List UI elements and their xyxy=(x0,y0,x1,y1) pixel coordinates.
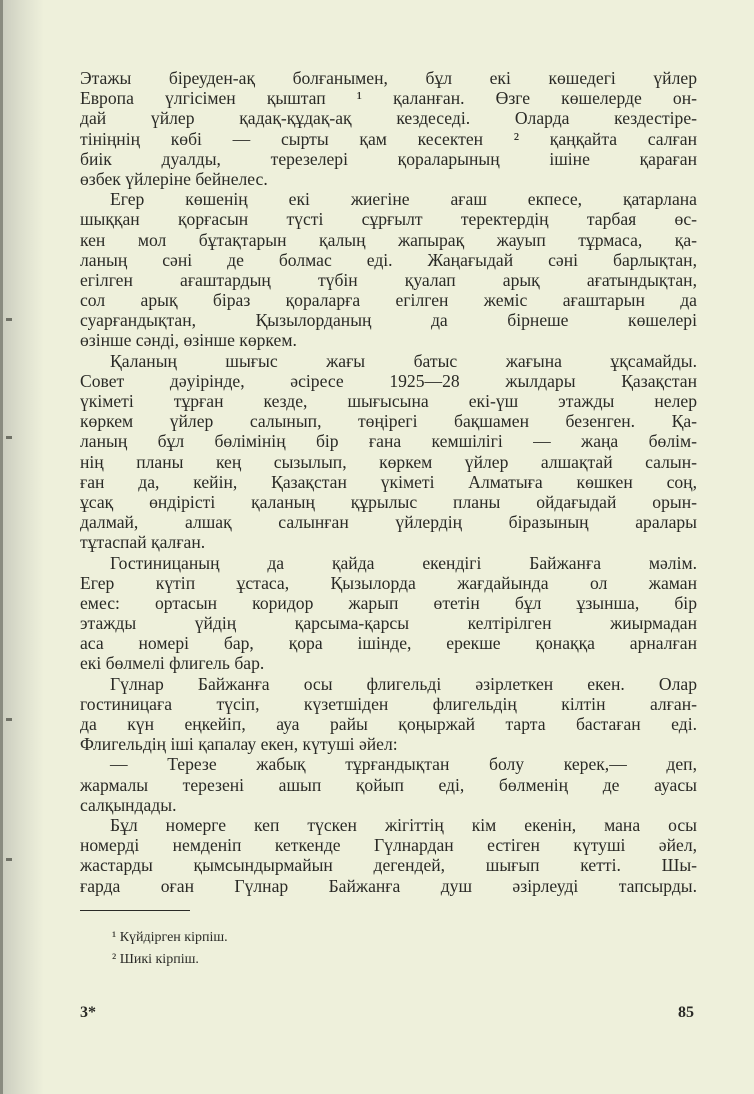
text-line: Европа үлгісімен қыштап ¹ қаланған. Өзге көшелерде он- xyxy=(80,88,697,109)
page-edge xyxy=(0,0,3,1094)
text-line: жастарды қымсындырмайын дегендей, шығып кетті. Шы- xyxy=(80,855,697,876)
text-line: үкіметі тұрған кезде, шығысына екі-үш этажды нелер xyxy=(80,391,697,411)
text-line: Этажы біреуден-ақ болғанымен, бұл екі көшедегі үйлер xyxy=(80,68,697,88)
text-line: Бұл номерге кеп түскен жігіттің кім екенін, мана осы xyxy=(110,814,697,835)
footnote-separator xyxy=(80,910,190,911)
text-line: Қаланың шығыс жағы батыс жағына ұқсамайды. xyxy=(110,350,697,371)
text-line: шыққан қорғасын түсті сұрғылт теректердің тарбая өс- xyxy=(80,209,697,230)
text-line: Флигельдің іші қапалау екен, күтуші әйел: xyxy=(80,734,398,755)
text-line: ланың бұл бөлімінің бір ғана кемшілігі — жаңа бөлім- xyxy=(80,431,697,452)
signature-mark: 3* xyxy=(80,1004,96,1021)
text-line: өзбек үйлеріне бейнелес. xyxy=(80,168,268,189)
text-line: биік дуалды, терезелері қораларының ішіне қараған xyxy=(80,148,697,169)
text-line: тұтаспай қалған. xyxy=(80,532,206,553)
text-line: ған да, кейін, Қазақстан үкіметі Алматыға көшкен соң, xyxy=(80,471,697,492)
scan-mark xyxy=(6,718,12,721)
text-line: дай үйлер қадақ-құдақ-ақ кездеседі. Оларда кездестіре- xyxy=(80,108,697,129)
text-line: нің планы кең сызылып, көркем үйлер алшақтай салын- xyxy=(80,451,697,472)
text-line: ұсақ өндірісті қаланың құрылыс планы ойдағыдай орын- xyxy=(80,491,697,512)
text-line: егілген ағаштардың түбін қуалап арық ағатындықтан, xyxy=(80,269,697,290)
page-number: 85 xyxy=(678,1004,694,1021)
text-line: кен мол бұтақтарын қалың жапырақ жауып тұрмаса, қа- xyxy=(80,229,697,250)
scan-mark xyxy=(6,436,12,439)
text-line: номерді немденіп кеткенде Гүлнардан естіген күтуші әйел, xyxy=(80,835,697,856)
text-line: Гүлнар Байжанға осы флигельді әзірлеткен екен. Олар xyxy=(110,673,697,694)
text-line: Егер күтіп ұстаса, Қызылорда жағдайында ол жаман xyxy=(80,572,697,593)
text-line: сол арық біраз қораларға егілген жеміс ағаштарын да xyxy=(80,290,697,311)
text-line: да күн еңкейіп, ауа райы қоңыржай тарта бастаған еді. xyxy=(80,714,697,734)
text-line: Гостиницаның да қайда екендігі Байжанға мәлім. xyxy=(110,552,697,573)
text-line: далмай, алшақ салынған үйлердің біразының аралары xyxy=(80,512,697,533)
text-line: емес: ортасын коридор жарып өтетін бұл ұзынша, бір xyxy=(80,592,697,613)
text-line: ланың сәні де болмас еді. Жаңағыдай сәні барлықтан, xyxy=(80,249,697,270)
body-text xyxy=(80,68,697,896)
scan-mark xyxy=(6,318,12,321)
text-line: өзінше сәнді, өзінше көркем. xyxy=(80,330,297,351)
text-line: тініңнің көбі — сырты қам кесектен ² қаңқайта салған xyxy=(80,128,697,149)
text-line: аса номері бар, қора ішінде, ерекше қонаққа арналған xyxy=(80,633,697,654)
text-line: салқындады. xyxy=(80,794,177,815)
text-line: — Терезе жабық тұрғандықтан болу керек,— деп, xyxy=(110,754,697,775)
text-line: этажды үйдің қарсыма-қарсы келтірілген жиырмадан xyxy=(80,613,697,634)
text-line: ғарда оған Гүлнар Байжанға душ әзірлеуді тапсырды. xyxy=(80,875,697,896)
footnote-2: ² Шикі кірпіш. xyxy=(112,952,199,967)
scan-mark xyxy=(6,858,12,861)
text-line: суарғандықтан, Қызылорданың да бірнеше көшелері xyxy=(80,310,697,331)
text-line: Совет дәуірінде, әсіресе 1925—28 жылдары Қазақстан xyxy=(80,370,697,391)
text-line: екі бөлмелі флигель бар. xyxy=(80,653,265,674)
text-line: Егер көшенің екі жиегіне ағаш екпесе, қатарлана xyxy=(110,189,697,210)
book-gutter-shadow xyxy=(0,0,44,1094)
text-line: көркем үйлер салынып, төңірегі бақшамен безенген. Қа- xyxy=(80,411,697,432)
footnote-1: ¹ Күйдірген кірпіш. xyxy=(112,930,228,945)
text-line: жармалы терезені ашып қойып еді, бөлменің де ауасы xyxy=(80,774,697,795)
text-line: гостиницаға түсіп, күзетшіден флигельдің кілтін алған- xyxy=(80,693,697,714)
